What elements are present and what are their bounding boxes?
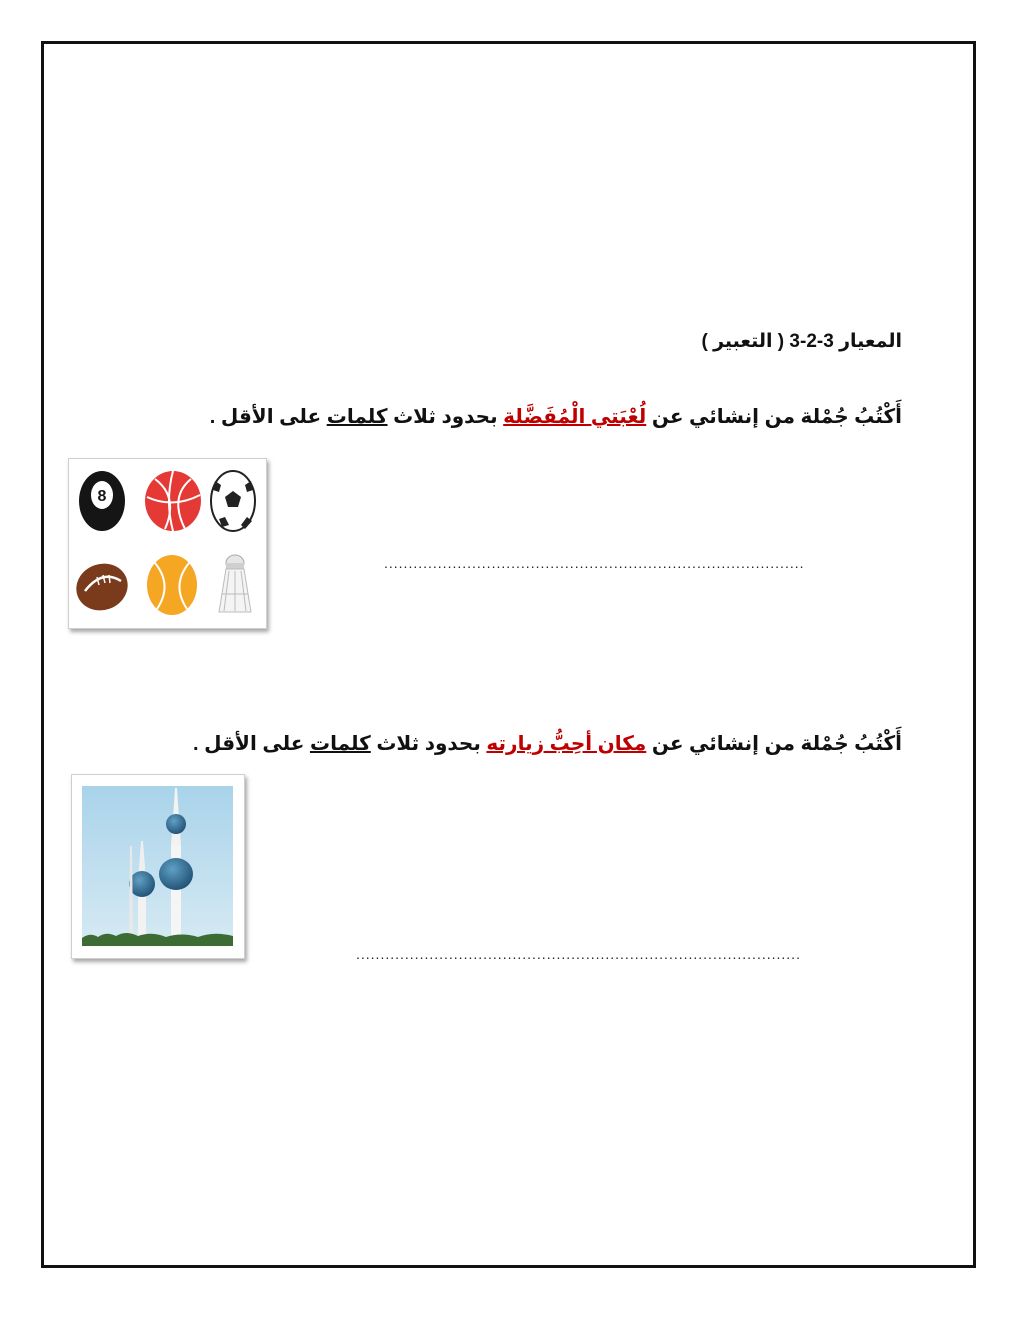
heading-label: المعيار [839,331,902,352]
q2-text-start: أَكْتُبُ جُمْلة من إنشائي عن [646,733,902,755]
shuttlecock-icon [219,555,251,612]
answer-line-2[interactable]: ........................................................................................... [356,946,801,962]
svg-text:8: 8 [97,488,107,505]
heading-topic: ( التعبير ) [701,331,785,352]
q1-highlight: لُعْبَتي الْمُفَضَّلة [503,406,647,428]
soccer-ball-icon [211,471,255,531]
q2-text-middle: بحدود ثلاث [370,733,487,755]
sports-balls-image [68,458,267,629]
q1-text-middle: بحدود ثلاث [387,406,504,428]
tennis-ball-icon [147,555,197,615]
kuwait-towers-photo [82,786,233,946]
8-ball-icon [79,471,125,531]
kuwait-towers-image [71,774,245,959]
q2-text-end: على الأقل . [192,733,310,755]
american-football-icon [70,556,135,617]
page-border [41,41,976,1268]
question-2 [193,731,902,756]
answer-line-1[interactable]: ...................................................................................... [384,555,805,571]
q1-text-end: على الأقل . [209,406,327,428]
q1-underlined-word: كلمات [326,406,388,428]
q2-highlight: مكان أحِبُّ زيارته [486,733,647,755]
question-1 [210,404,902,429]
q2-underlined-word: كلمات [309,733,371,755]
q1-text-start: أَكْتُبُ جُمْلة من إنشائي عن [646,406,902,428]
basketball-icon [145,471,201,531]
standard-heading [701,330,902,353]
heading-code: 3-2-3 [789,331,834,352]
